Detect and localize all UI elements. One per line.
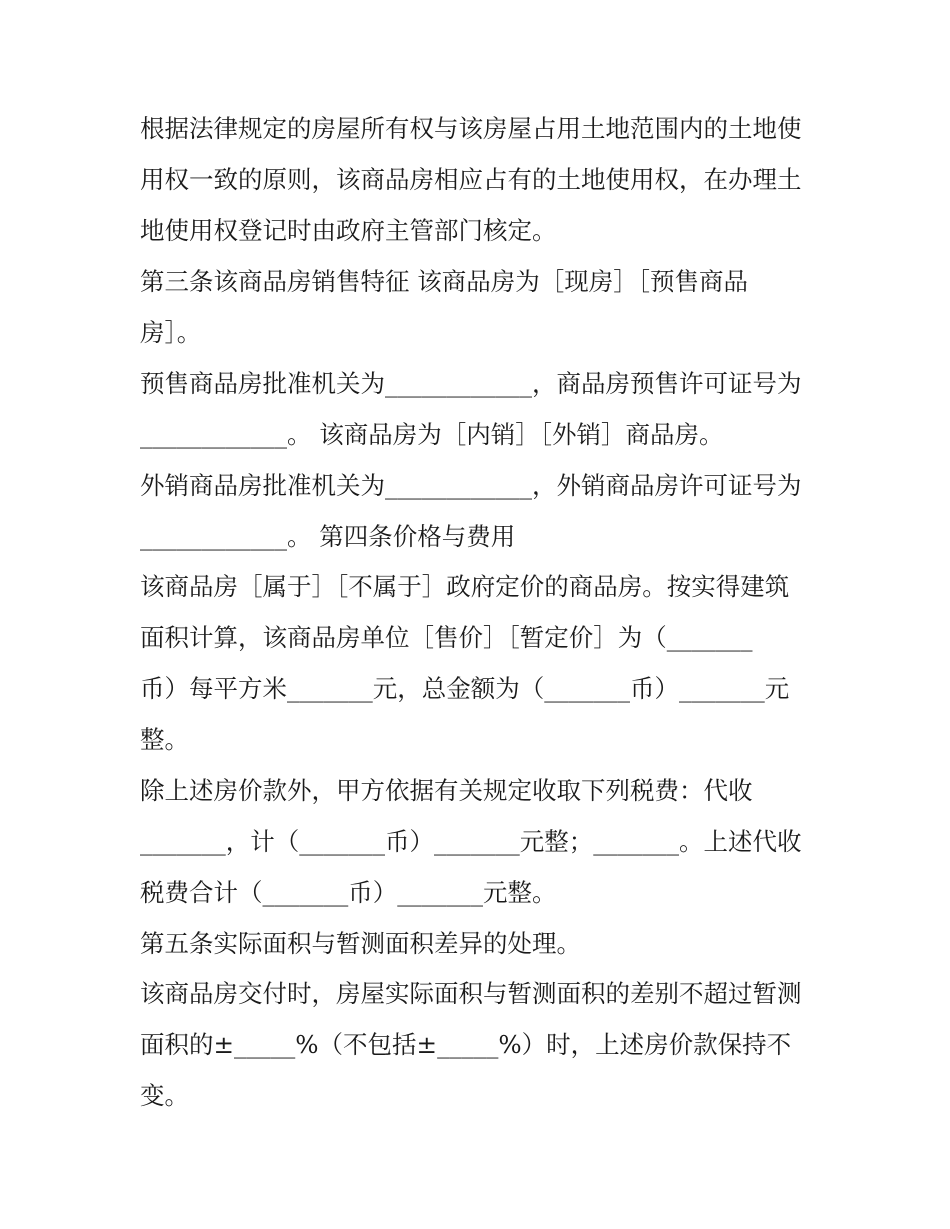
text-line: 预售商品房批准机关为____________，商品房预售许可证号为 (140, 369, 802, 398)
text-line: 面积计算，该商品房单位［售价］［暂定价］为（_______ (140, 623, 753, 652)
text-line: 房］。 (140, 318, 202, 347)
text-line: 币）每平方米_______元，总金额为（_______币）_______元 (140, 674, 790, 703)
text-line: _______，计（_______币）_______元整；_______。上述代收 (140, 827, 802, 856)
text-line: 第五条实际面积与暂测面积差异的处理。 (140, 929, 581, 958)
text-line: 面积的±_____%（不包括±_____%）时，上述房价款保持不 (140, 1030, 792, 1059)
text-line: 第三条该商品房销售特征 该商品房为［现房］［预售商品 (140, 267, 749, 296)
text-line: ____________。 该商品房为［内销］［外销］商品房。 (140, 420, 724, 449)
text-line: 外销商品房批准机关为____________，外销商品房许可证号为 (140, 471, 802, 500)
text-line: 除上述房价款外，甲方依据有关规定收取下列税费：代收 (140, 776, 753, 805)
text-line: 该商品房［属于］［不属于］政府定价的商品房。按实得建筑 (140, 572, 790, 601)
text-line: 根据法律规定的房屋所有权与该房屋占用土地范围内的土地使 (140, 114, 802, 143)
text-line: 整。 (140, 725, 189, 754)
text-line: 地使用权登记时由政府主管部门核定。 (140, 216, 557, 245)
text-line: 用权一致的原则，该商品房相应占有的土地使用权，在办理土 (140, 165, 802, 194)
text-line: ____________。 第四条价格与费用 (140, 522, 516, 551)
text-line: 该商品房交付时，房屋实际面积与暂测面积的差别不超过暂测 (140, 979, 802, 1008)
text-line: 变。 (140, 1081, 189, 1110)
text-line: 税费合计（_______币）_______元整。 (140, 878, 557, 907)
